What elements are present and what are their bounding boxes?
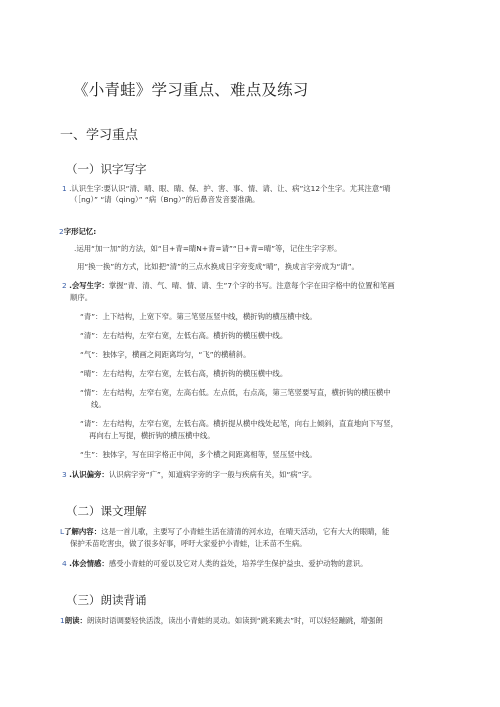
subheading-literacy: （一）识字写字 [66,162,147,176]
list-item-write [62,281,395,291]
char-note-qing-heart: “情”：左右结构，左窄右宽，左高右低。左点低，右点高，第三笔竖要写直，横折钩的横压横中 [80,388,391,397]
list-number: 2 [62,281,67,290]
char-note-qing-speech: “请”：左右结构，左窄右宽，左低右高。横折提从横中线处起笔，向右上倾斜，直直地向下写竖， [80,419,399,428]
item-text-continued: 顺序。 [70,293,93,302]
item-label: .认识生字: [69,184,104,193]
list-number: L [60,527,65,536]
item-label: .认识偏旁： [69,470,109,479]
char-note-sheng: “生”：独体字，写在田字格正中间，多个横之间距离相等，竖压竖中线。 [80,450,317,459]
paragraph-swap-method: 用“换一换”的方式，比如把“清”的三点水换成日字旁变成“晴”，换成言字旁成为“请”。 [77,262,359,271]
item-text: 认识病字旁“疒”，知道病字旁的字一般与疾病有关，如“病”字。 [108,470,317,479]
subitem-shape-memory [59,227,96,237]
subheading-reading: （三）朗读背诵 [66,593,147,607]
char-note-qing-water: “清”：左右结构，左窄右宽，左低右高。横折钩的横压横中线。 [80,331,288,340]
char-note-qing: “青”：上下结构，上宽下窄。第三笔竖压竖中线，横折钩的横压横中线。 [80,312,317,321]
section-heading-key-points: 一、学习重点 [60,128,139,143]
list-item-read-aloud [60,616,383,626]
list-number: 1 [60,616,65,625]
list-number: 2 [59,227,64,236]
item-text: 朗读时语调要轻快活泼，读出小青蛙的灵动。如读到“跳来跳去”时，可以轻轻蹦跳，增强朗 [86,616,383,625]
item-text: 感受小青蛙的可爱以及它对人类的益处，培养学生保护益虫、爱护动物的意识。 [108,559,368,568]
list-number: 1 [62,184,67,193]
list-item-recognize [62,184,390,194]
item-label: 朗读： [64,616,87,625]
list-number: 4 [62,559,67,568]
char-note-continued: 线。 [91,400,106,409]
list-item-radical [62,470,316,480]
paragraph-add-method: .运用“加一加”的方法，如“目+青=睛N+青=请”“日+青=晴”等，记住生字字形。 [74,244,342,253]
item-text: 要认识“清、晴、眼、睛、保、护、害、事、情、请、让、病”这12个生字。尤其注意“晴 [103,184,391,193]
item-text: 这是一首儿歌，主要写了小青蛙生活在清清的河水边，在晴天活动，它有大大的眼睛，能 [101,527,390,536]
item-text-continued: 保护禾苗吃害虫，做了很多好事，呼吁大家爱护小青蛙，让禾苗不生病。 [70,539,307,548]
item-text: 掌握“青、清、气、晴、情、请、生”7个字的书写。注意每个字在田字格中的位置和笔画 [108,281,395,290]
item-label: .会写生字： [69,281,109,290]
page-title: 《小青蛙》学习重点、难点及练习 [73,81,309,99]
subheading-comprehension: （二）课文理解 [66,504,147,518]
item-label: 了解内容： [64,527,102,536]
char-note-qing-sun: “晴”：左右结构，左窄右宽，左低右高，横折钩的横压横中线。 [80,369,288,378]
char-note-qi: “气”：独体字，横画之间距离均匀，“飞”的横稍斜。 [80,350,251,359]
item-label: .体会情感： [69,559,109,568]
item-text-continued: （［ng）” “请（qing）” “病（Bng）”的后鼻音发音要准确。 [70,195,260,204]
char-note-continued: 再向右上写提，横折钩的横压横中线。 [89,431,215,440]
list-item-content [60,527,389,537]
list-item-emotion [62,559,368,569]
item-label: 字形记忆: [63,227,97,236]
list-number: 3 [62,470,67,479]
